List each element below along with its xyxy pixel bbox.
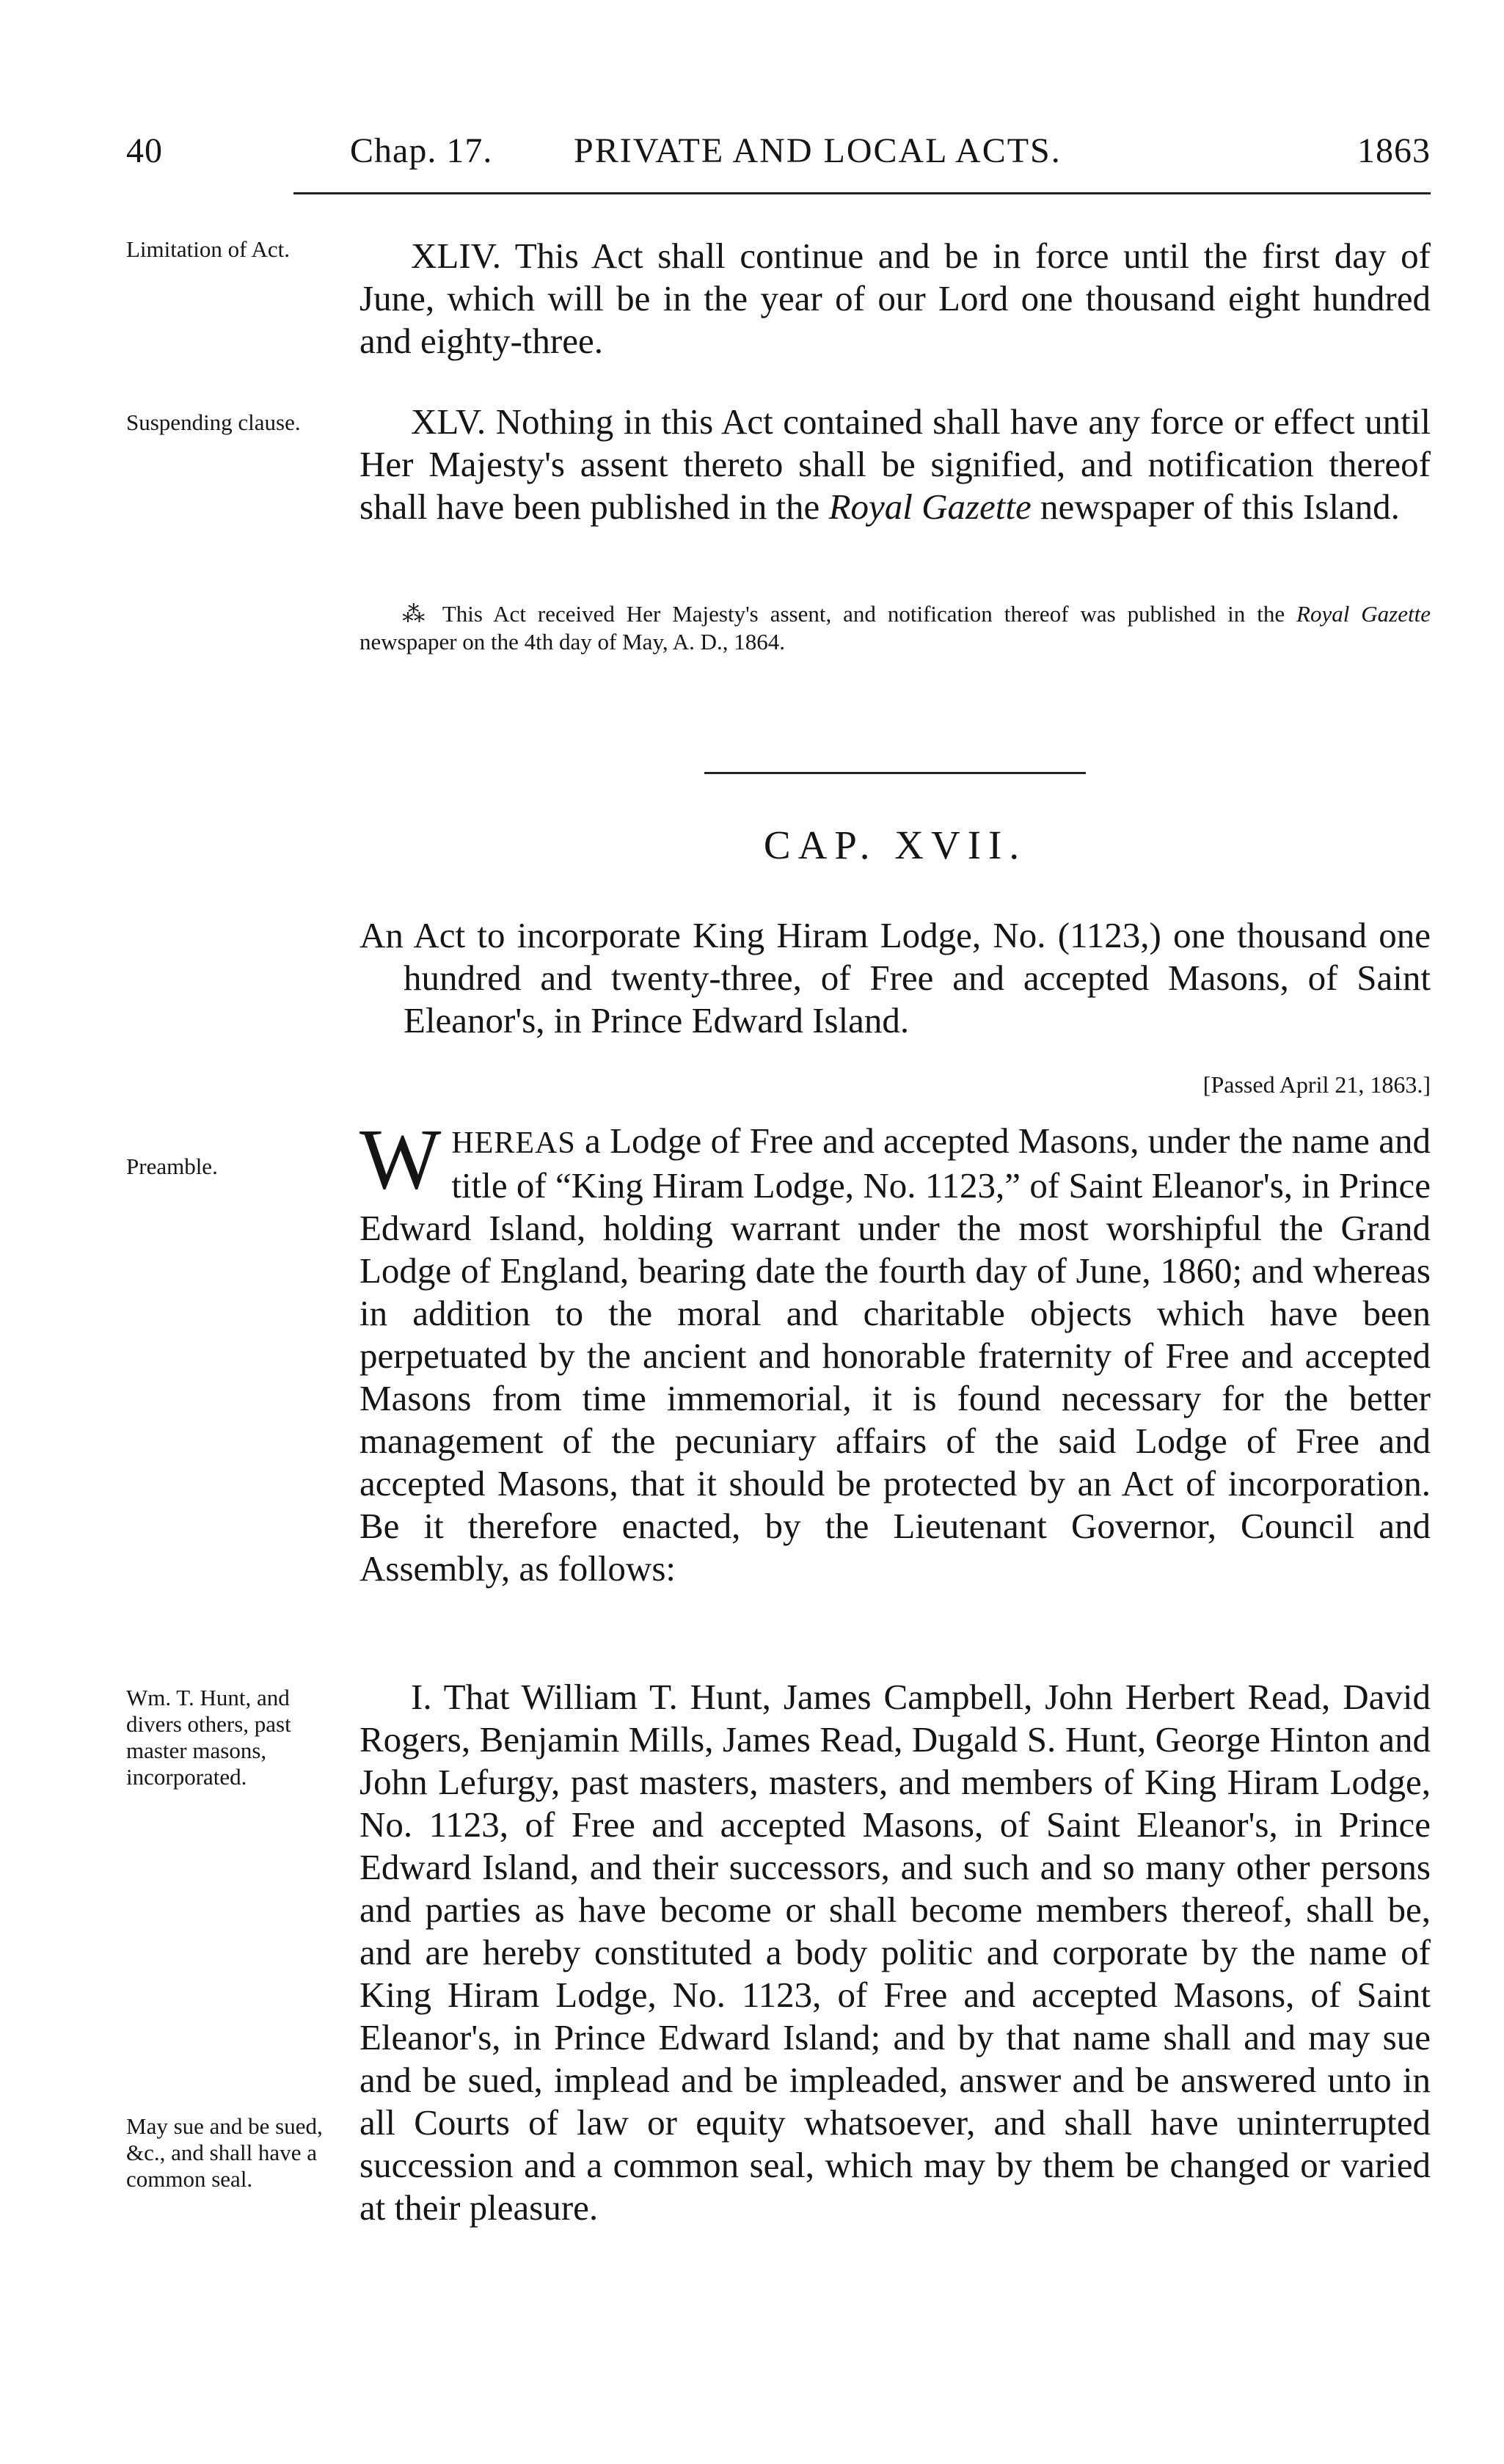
- preamble-first-word: HEREAS: [451, 1126, 576, 1160]
- act-title: An Act to incorporate King Hiram Lodge, No. (1123,) one thousand one hundred and twenty-three, of Free and accepted Masons, of Saint Eleanor's, in Prince Edward Island.: [359, 915, 1431, 1040]
- running-title: PRIVATE AND LOCAL ACTS.: [574, 131, 1062, 170]
- section-xlv-text: [359, 401, 1431, 528]
- section-number: XLIV.: [411, 236, 501, 276]
- passed-date: [Passed April 21, 1863.]: [1202, 1071, 1431, 1098]
- asterism-icon: ⁂: [396, 601, 431, 627]
- assent-note-text: [359, 600, 1431, 656]
- assent-note: [359, 600, 1431, 656]
- assent-note-end: newspaper on the 4th day of May, A. D., 1864.: [359, 629, 785, 655]
- preamble-body: a Lodge of Free and accepted Masons, under the name and title of “King Hiram Lodge, No. 1123,” of Saint Eleanor's, in Prince Edward Island, holding warrant under the most worshipful the Grand Lodge of England, bearing date the fourth day of June, 1860; and whereas in addition to the moral and charitable objects which have been perpetuated by the ancient and honorable fraternity of Free and accepted Masons from time immemorial, it is found necessary for the better management of the pecuniary affairs of the said Lodge of Free and accepted Masons, that it should be protected by an Act of incorporation. Be it therefore enacted, by the Lieutenant Governor, Council and Assembly, as follows:: [359, 1120, 1431, 1589]
- margin-note-preamble: Preamble.: [126, 1153, 218, 1179]
- chapter-label: Chap. 17.: [350, 131, 493, 170]
- section-i-text: [359, 1676, 1431, 2229]
- section-xliv-text: [359, 235, 1431, 362]
- header-rule: [293, 192, 1431, 194]
- section-body: That William T. Hunt, James Campbell, John Herbert Read, David Rogers, Benjamin Mills, James Read, Dugald S. Hunt, George Hinton and John Lefurgy, past masters, masters, and members of King Hiram Lodge, No. 1123, of Free and accepted Masons, of Saint Eleanor's, in Prince Edward Island, and their successors, and such and so many other persons and parties as have become or shall become members thereof, shall be, and are hereby constituted a body politic and corporate by the name of King Hiram Lodge, No. 1123, of Free and accepted Masons, of Saint Eleanor's, in Prince Edward Island; and by that name shall and may sue and be sued, implead and be impleaded, answer and be answered unto in all Courts of law or equity whatsoever, and shall have uninterrupted succession and a common seal, which may by them be changed or varied at their pleasure.: [359, 1677, 1431, 2228]
- preamble: [359, 1111, 1431, 1590]
- margin-note-suspending: Suspending clause.: [126, 409, 301, 435]
- section-i: [359, 1676, 1431, 2229]
- section-number: I.: [411, 1677, 432, 1717]
- cap-title: CAP. XVII.: [763, 823, 1027, 867]
- act-title-block: [359, 914, 1431, 1042]
- page-number: 40: [126, 131, 163, 170]
- section-xliv: [359, 235, 1431, 362]
- assent-note-body: This Act received Her Majesty's assent, and notification thereof was published in the: [442, 601, 1297, 627]
- header-year: 1863: [1357, 131, 1431, 170]
- section-body-end: newspaper of this Island.: [1031, 486, 1400, 527]
- margin-note-incorporated: Wm. T. Hunt, and divers others, past master masons, incorporated.: [126, 1685, 291, 1790]
- royal-gazette-italic: Royal Gazette: [828, 486, 1032, 527]
- section-number: XLV.: [411, 401, 486, 442]
- margin-note-sue: May sue and be sued, &c., and shall have a common seal.: [126, 2113, 323, 2192]
- section-body: Nothing in this Act contained shall have any force or effect until Her Majesty's assent thereto shall be signified, and notification thereof shall have been published in the: [359, 401, 1431, 527]
- section-body: This Act shall continue and be in force until the first day of June, which will be in the year of our Lord one thousand eight hundred and eighty-three.: [359, 236, 1431, 361]
- drop-cap: W: [359, 1111, 442, 1207]
- section-xlv: [359, 401, 1431, 528]
- preamble-text: [359, 1111, 1431, 1590]
- section-divider: [704, 772, 1086, 774]
- running-header: [126, 131, 1431, 182]
- margin-note-limitation: Limitation of Act.: [126, 236, 290, 262]
- royal-gazette-italic: Royal Gazette: [1296, 601, 1431, 627]
